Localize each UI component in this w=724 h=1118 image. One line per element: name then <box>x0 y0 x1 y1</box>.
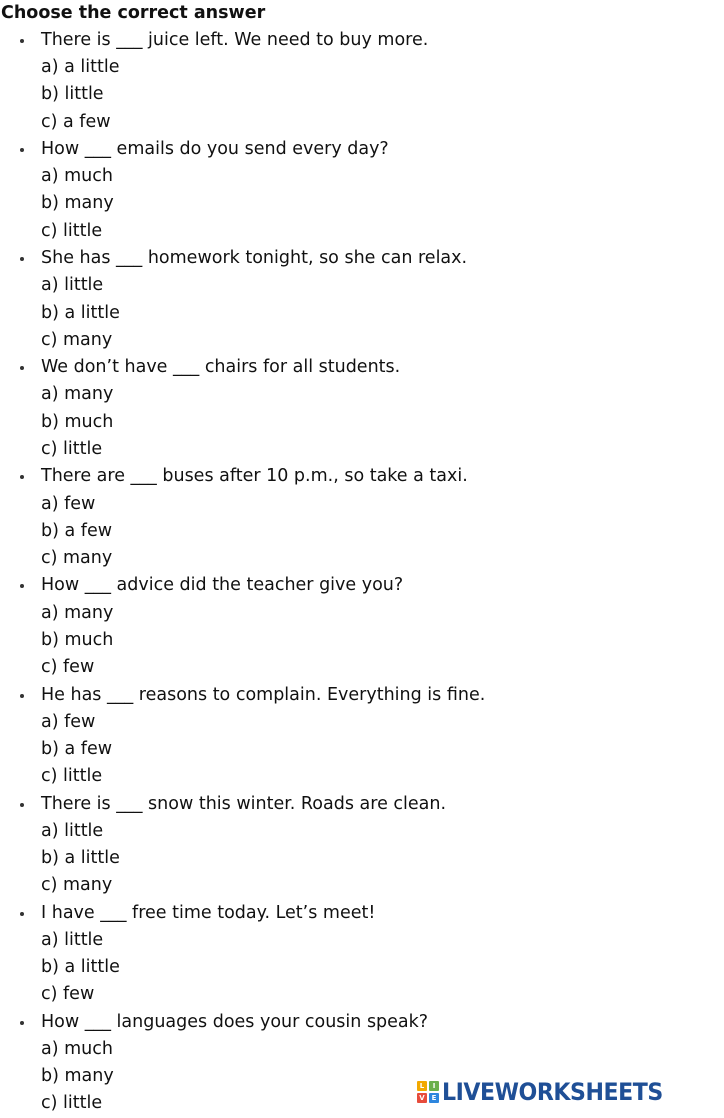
answer-option[interactable]: b) a little <box>41 848 120 869</box>
answer-option[interactable]: c) many <box>41 547 113 568</box>
liveworksheets-logo <box>417 1077 682 1107</box>
logo-icon-tile: I <box>429 1081 439 1091</box>
answer-option[interactable]: a) little <box>41 275 104 296</box>
question-text: He has ___ reasons to complain. Everything is fine. <box>41 684 486 705</box>
bullet-icon <box>20 912 24 916</box>
answer-option[interactable]: a) little <box>41 929 104 950</box>
question-item <box>0 136 724 245</box>
bullet-icon <box>20 39 24 43</box>
bullet-icon <box>20 366 24 370</box>
answer-option[interactable]: c) little <box>41 438 103 459</box>
question-item <box>0 245 724 354</box>
answer-option[interactable]: a) little <box>41 820 104 841</box>
question-text: She has ___ homework tonight, so she can relax. <box>41 248 468 269</box>
logo-icon-tile: E <box>429 1093 439 1103</box>
answer-option[interactable]: c) many <box>41 329 113 350</box>
answer-option[interactable]: c) many <box>41 875 113 896</box>
answer-option[interactable]: c) a few <box>41 111 111 132</box>
answer-option[interactable]: a) many <box>41 384 114 405</box>
answer-option[interactable]: a) few <box>41 711 96 732</box>
answer-option[interactable]: c) few <box>41 657 95 678</box>
answer-option[interactable]: b) a little <box>41 302 120 323</box>
bullet-icon <box>20 584 24 588</box>
question-item <box>0 791 724 900</box>
logo-icon <box>417 1081 439 1103</box>
logo-icon-tile: L <box>417 1081 427 1091</box>
answer-option[interactable]: b) many <box>41 1066 114 1087</box>
question-text: How ___ languages does your cousin speak? <box>41 1011 429 1032</box>
answer-option[interactable]: a) a little <box>41 57 120 78</box>
answer-option[interactable]: b) a few <box>41 520 113 541</box>
logo-text: LIVEWORKSHEETS <box>442 1078 663 1106</box>
question-text: I have ___ free time today. Let’s meet! <box>41 902 376 923</box>
answer-option[interactable]: b) much <box>41 629 114 650</box>
question-list <box>0 27 724 1118</box>
answer-option[interactable]: b) little <box>41 84 104 105</box>
answer-option[interactable]: c) little <box>41 766 103 787</box>
question-text: How ___ advice did the teacher give you? <box>41 575 404 596</box>
answer-option[interactable]: a) few <box>41 493 96 514</box>
answer-option[interactable]: c) few <box>41 984 95 1005</box>
question-text: How ___ emails do you send every day? <box>41 139 389 160</box>
worksheet-title: Choose the correct answer <box>1 3 266 23</box>
question-item <box>0 463 724 572</box>
question-text: There is ___ juice left. We need to buy more. <box>41 30 429 50</box>
answer-option[interactable]: a) much <box>41 166 113 187</box>
answer-option[interactable]: b) a little <box>41 957 120 978</box>
answer-option[interactable]: c) little <box>41 1093 103 1114</box>
question-text: There are ___ buses after 10 p.m., so take a taxi. <box>41 466 468 487</box>
question-text: There is ___ snow this winter. Roads are clean. <box>41 793 447 814</box>
answer-option[interactable]: b) much <box>41 411 114 432</box>
bullet-icon <box>20 257 24 261</box>
bullet-icon <box>20 1021 24 1025</box>
answer-option[interactable]: b) many <box>41 193 114 214</box>
bullet-icon <box>20 803 24 807</box>
bullet-icon <box>20 694 24 698</box>
answer-option[interactable]: b) a few <box>41 738 113 759</box>
logo-icon-tile: V <box>417 1093 427 1103</box>
answer-option[interactable]: a) much <box>41 1039 113 1060</box>
bullet-icon <box>20 148 24 152</box>
answer-option[interactable]: a) many <box>41 602 114 623</box>
question-item <box>0 354 724 463</box>
question-text: We don’t have ___ chairs for all students. <box>41 357 401 378</box>
question-item <box>0 682 724 791</box>
question-item <box>0 27 724 136</box>
answer-option[interactable]: c) little <box>41 220 103 241</box>
question-item <box>0 572 724 681</box>
bullet-icon <box>20 475 24 479</box>
question-item <box>0 900 724 1009</box>
